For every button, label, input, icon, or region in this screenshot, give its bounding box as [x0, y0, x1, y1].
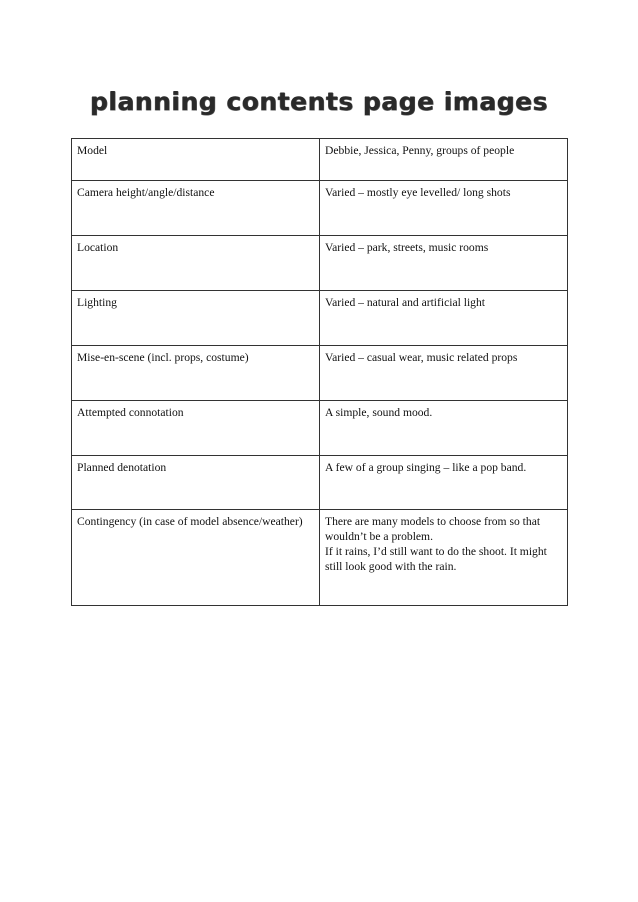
row-label-model — [72, 139, 320, 181]
table-row-camera — [72, 181, 568, 236]
row-value-text: Varied – casual wear, music related props — [325, 351, 518, 364]
row-value-lighting — [320, 291, 568, 346]
row-value-text: Varied – mostly eye levelled/ long shots — [325, 186, 511, 199]
row-label-denotation — [72, 456, 320, 510]
row-value-contingency — [320, 510, 568, 606]
table-row-location — [72, 236, 568, 291]
row-value-camera — [320, 181, 568, 236]
row-label-text: Camera height/angle/distance — [77, 186, 215, 199]
row-value-location — [320, 236, 568, 291]
row-label-text: Model — [77, 144, 108, 157]
row-label-text: Contingency (in case of model absence/weather) — [77, 515, 303, 528]
row-value-mise-en-scene — [320, 346, 568, 401]
row-value-text: A few of a group singing – like a pop band. — [325, 461, 527, 474]
row-value-text: Varied – natural and artificial light — [325, 296, 485, 309]
row-label-text: Lighting — [77, 296, 117, 309]
row-label-text: Mise-en-scene (incl. props, costume) — [77, 351, 249, 364]
table-row-lighting — [72, 291, 568, 346]
table-row-denotation — [72, 456, 568, 510]
page-title: planning contents page images — [90, 87, 548, 116]
row-label-connotation — [72, 401, 320, 456]
row-label-contingency — [72, 510, 320, 606]
row-label-mise-en-scene — [72, 346, 320, 401]
table-row-contingency — [72, 510, 568, 606]
row-value-text: Debbie, Jessica, Penny, groups of people — [325, 144, 515, 157]
row-label-text: Attempted connotation — [77, 406, 184, 419]
row-value-connotation — [320, 401, 568, 456]
row-value-text: Varied – park, streets, music rooms — [325, 241, 489, 254]
row-label-lighting — [72, 291, 320, 346]
row-value-text: There are many models to choose from so that wouldn’t be a problem. If it rains, I’d still want to do the shoot. It might still look good with the rain. — [325, 515, 547, 573]
table-row-connotation — [72, 401, 568, 456]
table-row-model — [72, 139, 568, 181]
row-value-model — [320, 139, 568, 181]
row-label-text: Location — [77, 241, 119, 254]
table-row-mise-en-scene — [72, 346, 568, 401]
row-value-denotation — [320, 456, 568, 510]
row-label-camera — [72, 181, 320, 236]
row-value-text: A simple, sound mood. — [325, 406, 433, 419]
planning-table — [71, 138, 568, 606]
row-label-text: Planned denotation — [77, 461, 167, 474]
row-label-location — [72, 236, 320, 291]
